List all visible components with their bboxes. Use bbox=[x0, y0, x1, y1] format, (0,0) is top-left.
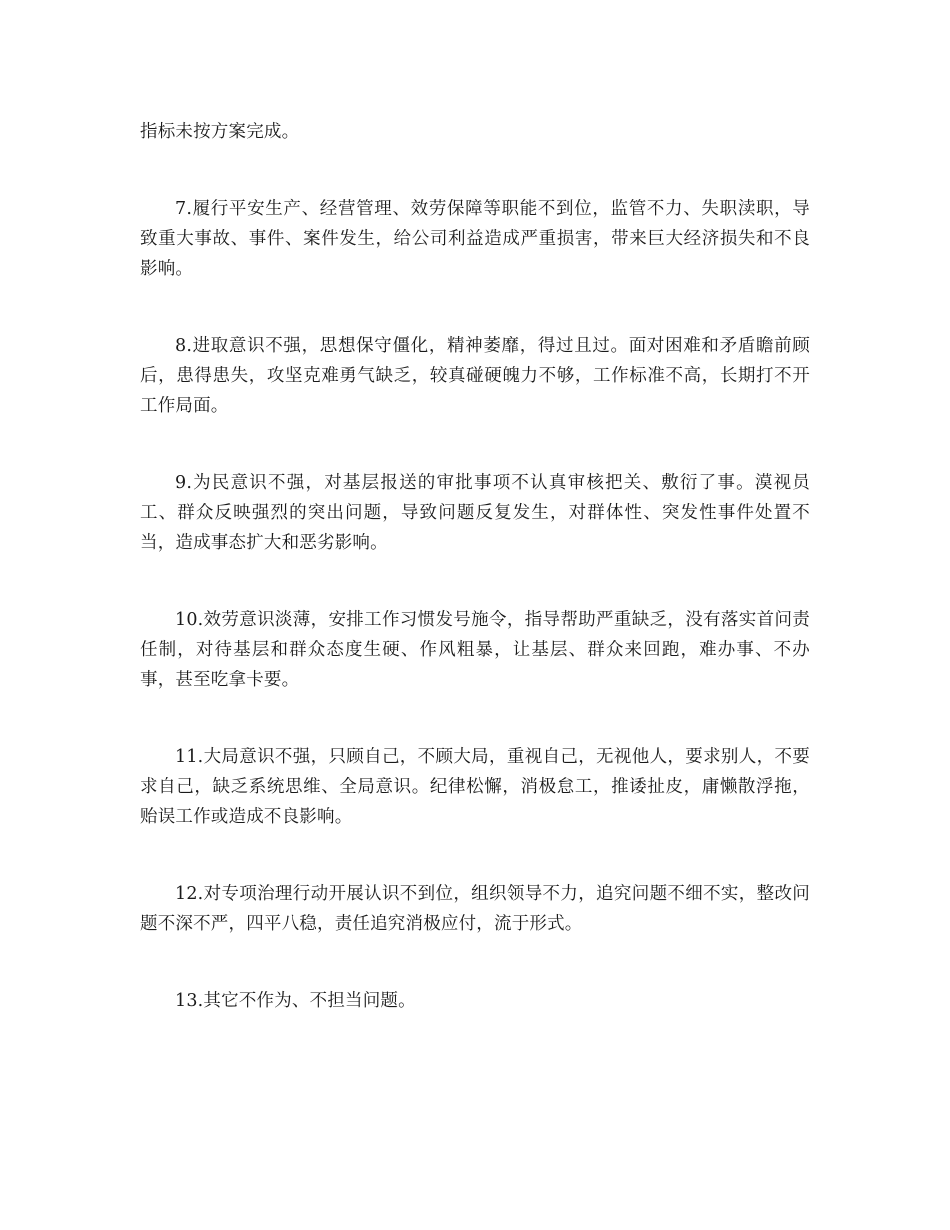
paragraph-item-13: 13.其它不作为、不担当问题。 bbox=[175, 991, 416, 1011]
paragraph-item-7: 7.履行平安生产、经营管理、效劳保障等职能不到位，监管不力、失职渎职，导致重大事故、事件、案件发生，给公司利益造成严重损害，带来巨大经济损失和不良影响。 bbox=[140, 199, 810, 279]
paragraph-item-8: 8.进取意识不强，思想保守僵化，精神萎靡，得过且过。面对困难和矛盾瞻前顾后，患得患失，攻坚克难勇气缺乏，较真碰硬魄力不够，工作标准不高，长期打不开工作局面。 bbox=[140, 336, 810, 416]
paragraph-item-9: 9.为民意识不强，对基层报送的审批事项不认真审核把关、敷衍了事。漠视员工、群众反映强烈的突出问题，导致问题反复发生，对群体性、突发性事件处置不当，造成事态扩大和恶劣影响。 bbox=[140, 473, 810, 553]
paragraph-item-12: 12.对专项治理行动开展认识不到位，组织领导不力，追究问题不细不实，整改问题不深不严，四平八稳，责任追究消极应付，流于形式。 bbox=[140, 884, 810, 934]
paragraph-item-10: 10.效劳意识淡薄，安排工作习惯发号施令，指导帮助严重缺乏，没有落实首问责任制，对待基层和群众态度生硬、作风粗暴，让基层、群众来回跑，难办事、不办事，甚至吃拿卡要。 bbox=[140, 610, 810, 690]
paragraph-item-11: 11.大局意识不强，只顾自己，不顾大局，重视自己，无视他人，要求别人，不要求自己，缺乏系统思维、全局意识。纪律松懈，消极怠工，推诿扯皮，庸懒散浮拖，贻误工作或造成不良影响。 bbox=[140, 747, 810, 827]
document-body bbox=[140, 117, 810, 1063]
paragraph-continuation: 指标未按方案完成。 bbox=[140, 122, 300, 142]
